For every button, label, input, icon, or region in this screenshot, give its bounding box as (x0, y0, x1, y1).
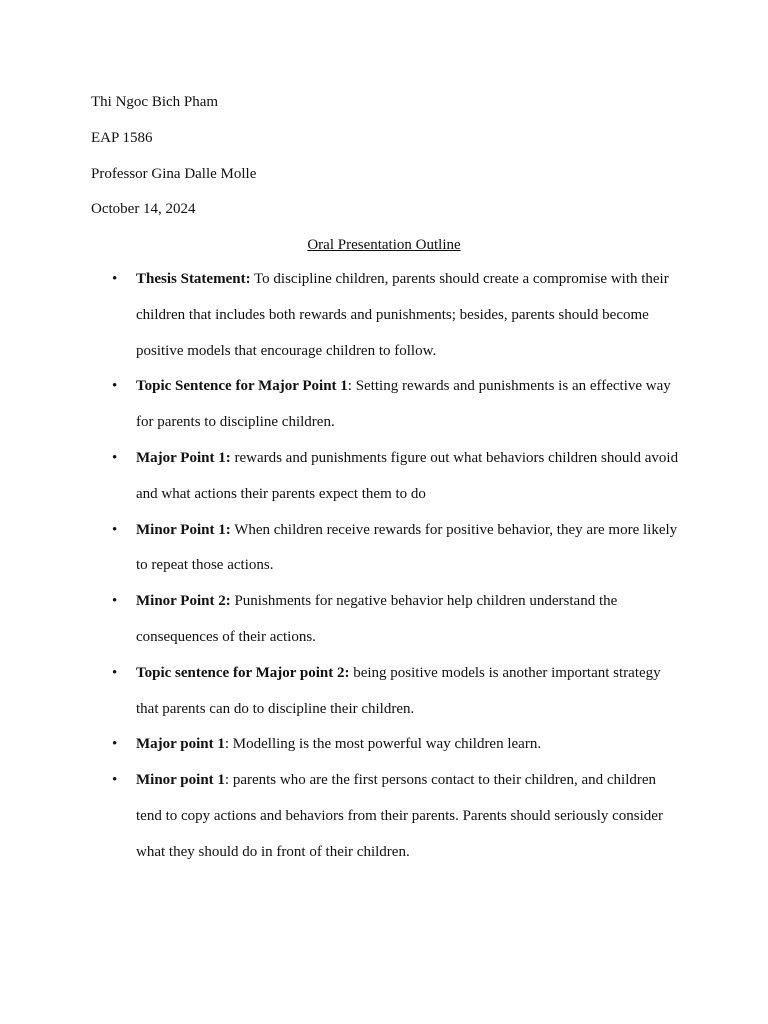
item-text: : Modelling is the most powerful way children learn. (224, 736, 542, 753)
item-text: Punishments for negative behavior help children understand the consequences of their actions. (136, 593, 618, 645)
item-lead: Major point 1 (136, 736, 225, 753)
outline-item (0, 656, 681, 728)
bullet-icon: • (112, 521, 118, 538)
item-text: : parents who are the first persons contact to their children, and children tend to copy actions and behaviors from their parents. Parents should seriously consider what they should do in front of their children. (136, 772, 663, 860)
course-code: EAP 1586 (91, 130, 153, 146)
item-text: To discipline children, parents should create a compromise with their children that includes both rewards and punishments; besides, parents should become positive models that encourage children to follow. (136, 271, 669, 359)
item-lead: Thesis Statement: (136, 271, 251, 287)
item-lead: Minor Point 2: (136, 593, 231, 610)
outline-item (0, 727, 681, 763)
outline-item (0, 369, 681, 441)
item-lead: Topic Sentence for Major Point 1 (136, 378, 348, 395)
professor-name: Professor Gina Dalle Molle (91, 166, 257, 182)
item-lead: Minor point 1 (136, 772, 225, 789)
item-text: : Setting rewards and punishments is an effective way for parents to discipline children. (136, 378, 671, 431)
outline-list (0, 262, 768, 871)
item-text: being positive models is another important strategy that parents can do to discipline their children. (136, 664, 661, 717)
document-title: Oral Presentation Outline (307, 237, 461, 253)
bullet-icon: • (112, 449, 118, 466)
item-text: rewards and punishments figure out what behaviors children should avoid and what actions their parents expect them to do (136, 449, 679, 502)
outline-item (0, 262, 681, 369)
author-name: Thi Ngoc Bich Pham (91, 94, 219, 110)
item-text: When children receive rewards for positive behavior, they are more likely to repeat those actions. (136, 521, 678, 574)
bullet-icon: • (112, 736, 118, 753)
item-lead: Minor Point 1: (136, 521, 231, 538)
bullet-icon: • (112, 271, 118, 287)
outline-item (0, 441, 681, 513)
document-date: October 14, 2024 (91, 201, 196, 217)
bullet-icon: • (112, 772, 118, 789)
outline-item (0, 584, 681, 656)
outline-item (0, 763, 681, 870)
bullet-icon: • (112, 593, 118, 610)
outline-item (0, 513, 681, 585)
item-lead: Major Point 1: (136, 449, 231, 466)
bullet-icon: • (112, 378, 118, 395)
item-lead: Topic sentence for Major point 2: (136, 664, 350, 681)
bullet-icon: • (112, 664, 118, 681)
